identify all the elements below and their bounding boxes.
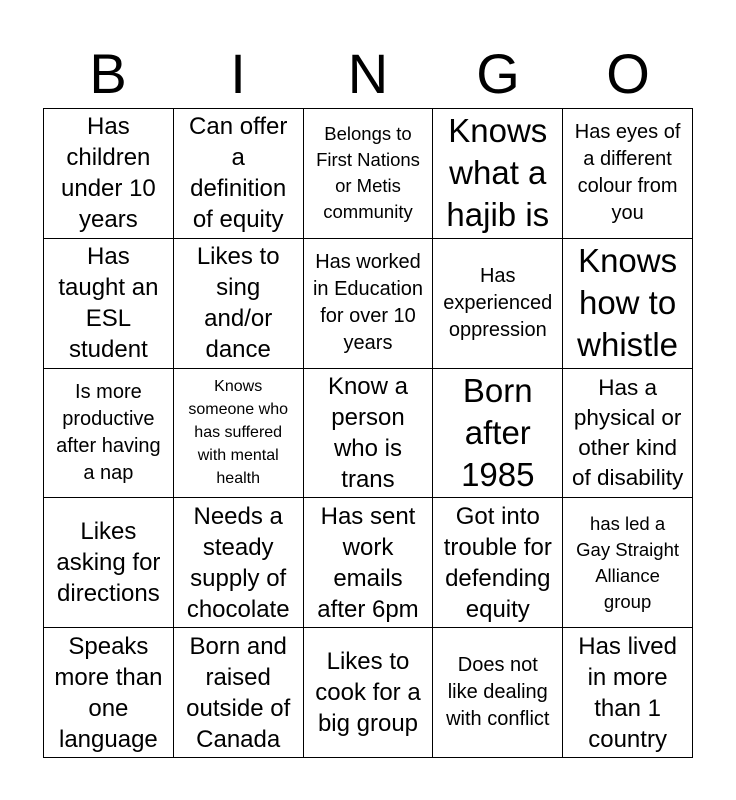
cell-line: after <box>464 413 531 451</box>
cell-line: person <box>331 403 405 431</box>
cell-line: physical or <box>573 404 682 430</box>
cell-line: Speaks <box>68 632 149 660</box>
cell-line: raised <box>205 663 271 691</box>
bingo-cell[interactable] <box>174 498 304 628</box>
cell-line: Has lived <box>578 632 677 660</box>
cell-line: Can offer <box>189 113 288 141</box>
cell-line: work <box>342 533 394 561</box>
bingo-cell[interactable] <box>433 239 563 369</box>
cell-line: taught an <box>58 274 159 302</box>
header-letter-o: O <box>606 42 650 105</box>
cell-line: hajib is <box>446 196 550 234</box>
cell-line: Likes to <box>326 648 410 676</box>
cell-line: 1985 <box>461 455 535 493</box>
cell-line: with conflict <box>446 708 550 731</box>
cell-line: sing <box>216 274 261 302</box>
cell-line: Needs a <box>193 502 283 530</box>
cell-line: Knows <box>214 378 263 396</box>
cell-line: one <box>88 694 129 722</box>
cell-line: supply of <box>190 564 287 592</box>
bingo-cell[interactable] <box>44 369 174 499</box>
bingo-board <box>43 108 693 758</box>
bingo-cell[interactable] <box>174 628 304 758</box>
bingo-cell[interactable] <box>433 109 563 239</box>
cell-line: with mental <box>197 447 279 465</box>
cell-line: dance <box>205 336 271 364</box>
cell-line: of disability <box>571 464 684 490</box>
cell-line: Knows <box>578 242 678 280</box>
bingo-cell[interactable] <box>563 239 693 369</box>
cell-line: Is more <box>75 380 142 403</box>
cell-line: a nap <box>83 461 134 484</box>
cell-line: Has <box>87 113 130 141</box>
cell-line: Has <box>87 243 130 271</box>
cell-line: for over 10 <box>320 305 416 328</box>
header-letter-n: N <box>347 42 389 105</box>
cell-line: language <box>59 725 158 753</box>
cell-line: country <box>588 725 667 753</box>
cell-line: student <box>69 336 148 364</box>
cell-line: experienced <box>443 291 553 314</box>
cell-line: steady <box>202 533 274 561</box>
bingo-cell[interactable] <box>563 628 693 758</box>
header-letter-b: B <box>89 42 127 105</box>
cell-line: in more <box>587 663 668 691</box>
cell-line: health <box>216 470 260 488</box>
cell-line: Does not <box>457 654 538 677</box>
cell-line: emails <box>333 564 403 592</box>
bingo-cell[interactable] <box>433 498 563 628</box>
cell-line: trans <box>341 465 395 493</box>
cell-line: colour from <box>577 175 678 198</box>
header-letter-g: G <box>476 42 520 105</box>
cell-line: Born and <box>189 632 287 660</box>
cell-line: children <box>66 144 151 172</box>
cell-line: Likes to <box>196 243 280 271</box>
cell-line: ESL <box>85 305 132 333</box>
cell-line: Gay Straight <box>576 538 679 560</box>
cell-line: outside of <box>186 694 291 722</box>
cell-line: more than <box>54 663 163 691</box>
bingo-cell[interactable] <box>304 109 434 239</box>
bingo-cell[interactable] <box>44 628 174 758</box>
cell-line: who is <box>333 434 402 462</box>
bingo-cell[interactable] <box>433 369 563 499</box>
cell-line: community <box>323 201 413 223</box>
bingo-cell[interactable] <box>174 369 304 499</box>
cell-line: or Metis <box>335 175 401 197</box>
bingo-cell[interactable] <box>44 109 174 239</box>
cell-line: of equity <box>192 206 284 234</box>
cell-line: Has sent <box>320 502 416 530</box>
cell-line: after having <box>56 434 161 457</box>
cell-line: than 1 <box>594 694 661 722</box>
cell-line: what a <box>449 154 547 192</box>
cell-line: productive <box>62 407 155 430</box>
cell-line: equity <box>465 595 530 623</box>
cell-line: other kind <box>578 434 677 460</box>
cell-line: after 6pm <box>317 595 419 623</box>
cell-line: whistle <box>577 326 679 364</box>
cell-line: trouble for <box>443 533 552 561</box>
cell-line: Likes <box>80 518 137 546</box>
cell-line: Belongs to <box>324 123 412 145</box>
bingo-cell[interactable] <box>304 239 434 369</box>
cell-line: someone who <box>188 401 288 419</box>
cell-line: under 10 <box>61 175 156 203</box>
cell-line: directions <box>57 580 160 608</box>
bingo-cell[interactable] <box>174 239 304 369</box>
bingo-cell[interactable] <box>304 498 434 628</box>
cell-line: asking for <box>56 549 161 577</box>
cell-line: defending <box>445 564 551 592</box>
cell-line: Canada <box>196 725 281 753</box>
bingo-cell[interactable] <box>174 109 304 239</box>
cell-line: First Nations <box>316 149 420 171</box>
bingo-cell[interactable] <box>433 628 563 758</box>
cell-line: in Education <box>312 278 424 301</box>
cell-line: definition <box>190 175 287 203</box>
cell-line: years <box>79 206 138 234</box>
header-letter-i: I <box>230 42 246 105</box>
cell-line: years <box>343 332 393 355</box>
bingo-cell[interactable] <box>563 109 693 239</box>
bingo-cell[interactable] <box>44 498 174 628</box>
cell-line: Has a <box>598 374 657 400</box>
cell-line: like dealing <box>447 681 548 704</box>
cell-line: Knows <box>448 112 548 150</box>
cell-line: a <box>231 144 245 172</box>
cell-line: Has <box>479 264 516 287</box>
cell-line: Has worked <box>315 251 421 274</box>
cell-line: has suffered <box>194 424 283 442</box>
cell-line: Alliance <box>595 564 660 586</box>
cell-line: oppression <box>448 318 547 341</box>
cell-line: cook for a <box>315 679 421 707</box>
cell-line: has led a <box>590 512 666 534</box>
cell-line: you <box>611 202 644 225</box>
cell-line: how to <box>578 284 677 322</box>
cell-line: chocolate <box>186 595 290 623</box>
bingo-cell[interactable] <box>44 239 174 369</box>
cell-line: a different <box>583 148 672 171</box>
cell-line: Got into <box>455 502 540 530</box>
cell-line: and/or <box>204 305 273 333</box>
cell-line: Know a <box>327 372 409 400</box>
bingo-cell[interactable] <box>563 369 693 499</box>
bingo-cell[interactable] <box>304 628 434 758</box>
bingo-header <box>43 40 693 108</box>
cell-line: Has eyes of <box>574 121 681 144</box>
bingo-cell[interactable] <box>304 369 434 499</box>
cell-line: big group <box>317 710 419 738</box>
cell-line: Born <box>462 371 533 409</box>
bingo-cell[interactable] <box>563 498 693 628</box>
cell-line: group <box>603 590 652 612</box>
